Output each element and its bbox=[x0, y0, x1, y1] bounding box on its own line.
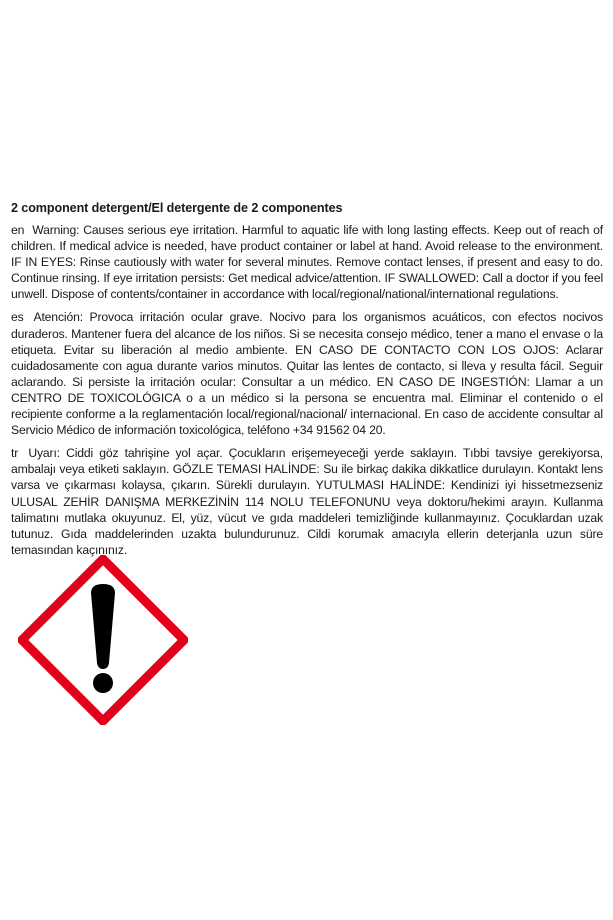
exclamation-dot bbox=[93, 673, 113, 693]
warning-text-tr: Ciddi göz tahrişine yol açar. Çocukların erişemeyeceği yerde saklayın. Tıbbi tavsiye gerekiyorsa, ambalajı veya etiketi saklayın. GÖZLE TEMASI HALİNDE: Su ile birkaç dakika dikkatlice durulayın. Kontakt lens varsa ve çıkarması kolaysa, çıkarın. Sürekli durulayın. YUTULMASI HALİNDE: Kendinizi iyi hissetmezseniz ULUSAL ZEHİR DANIŞMA MERKEZİNİN 114 NOLU TELEFONUNU veya doktoru/hekimi arayın. Kullanma talimatını mutlaka okuyunuz. El, yüz, vücut ve gıda maddeleri temizliğinde kullanmayınız. Çocuklardan uzak tutunuz. Gıda maddelerinden uzakta bulundurunuz. Cildi korumak amacıyla ellerin deterjanla uzun süre temasından kaçınınız. bbox=[11, 446, 603, 557]
language-code-en: en bbox=[11, 223, 25, 237]
warning-block-tr bbox=[11, 445, 603, 558]
product-label bbox=[11, 200, 603, 565]
language-code-tr: tr bbox=[11, 446, 19, 461]
warning-text-es: Provoca irritación ocular grave. Nocivo para los organismos acuáticos, con efectos nocivos duraderos. Mantener fuera del alcance de los niños. Si se necesita consejo médico, tener a mano el envase o la etiqueta. Evitar su liberación al medio ambiente. EN CASO DE CONTACTO CON LOS OJOS: Aclarar cuidadosamente con agua durante varios minutos. Quitar las lentes de contacto, si lleva y resulta fácil. Seguir aclarando. Si persiste la irritación ocular: Consultar a un médico. EN CASO DE INGESTIÓN: Llamar a un CENTRO DE TOXICOLÓGICA o a un médico si la persona se encuentra mal. Eliminar el contenido o el recipiente conforme a la reglamentación local/regional/nacional/ internacional. En caso de accidente consultar al Servicio Médico de información toxicológica, teléfono +34 91562 04 20. bbox=[11, 310, 603, 438]
product-heading: 2 component detergent/El detergente de 2 componentes bbox=[11, 201, 343, 215]
signal-word-en: Warning: bbox=[32, 223, 80, 237]
ghs07-exclamation-mark-icon bbox=[18, 555, 188, 725]
warning-text-en: Causes serious eye irritation. Harmful to aquatic life with long lasting effects. Keep out of reach of children. If medical advice is needed, have product container or label at hand. Avoid release to the environment. IF IN EYES: Rinse cautiously with water for several minutes. Remove contact lenses, if present and easy to do. Continue rinsing. If eye irritation persists: Get medical advice/attention. IF SWALLOWED: Call a doctor if you feel unwell. Dispose of contents/container in accordance with local/regional/national/international regulations. bbox=[11, 223, 603, 302]
warning-block-en bbox=[11, 222, 603, 302]
warning-block-es bbox=[11, 309, 603, 438]
language-code-es: es bbox=[11, 310, 24, 325]
signal-word-es: Atención: bbox=[33, 310, 83, 325]
signal-word-tr: Uyarı: bbox=[28, 446, 60, 461]
